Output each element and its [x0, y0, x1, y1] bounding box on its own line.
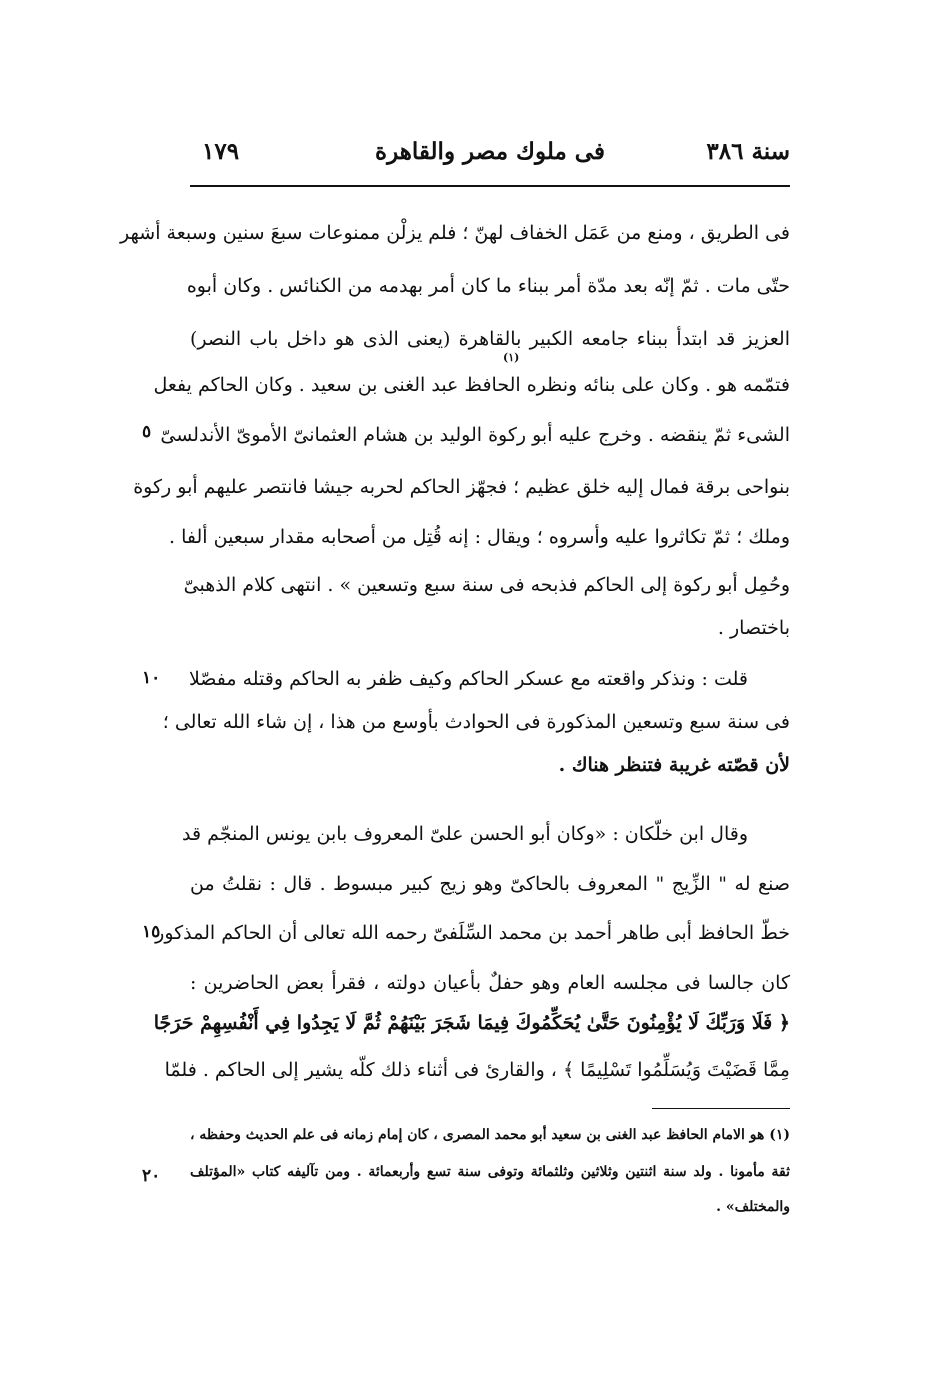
running-header	[190, 138, 790, 182]
footnote-line: ثقة مأمونا . ولد سنة اثنتين وثلاثين وثلثمائة وتوفى سنة تسع وأربعمائة . ومن تآليفه كتاب «المؤتلف	[190, 1164, 790, 1180]
text-line: حتّى مات . ثمّ إنّه بعد مدّة أمر ببناء ما كان أمر بهدمه من الكنائس . وكان أبوه	[186, 275, 790, 297]
text-line: باختصار .	[717, 617, 790, 639]
header-title: فى ملوك مصر والقاهرة	[375, 138, 605, 165]
text-line: فى الطريق ، ومنع من عَمَل الخفاف لهنّ ؛ فلم يزلْن ممنوعات سبعَ سنين وسبعة أشهر	[120, 222, 790, 244]
text-line: خطّ الحافظ أبى طاهر أحمد بن محمد السِّلَفىّ رحمه الله تعالى أن الحاكم المذكور	[155, 922, 790, 944]
footnote-reference: (١)	[503, 351, 520, 364]
margin-line-number: ٢٠	[142, 1166, 161, 1186]
footnote-rule	[652, 1108, 790, 1109]
text-line: وملك ؛ ثمّ تكاثروا عليه وأسروه ؛ ويقال : إنه قُتِل من أصحابه مقدار سبعين ألفا .	[169, 526, 790, 548]
text-line: وحُمِل أبو ركوة إلى الحاكم فذبحه فى سنة سبع وتسعين » . انتهى كلام الذهبىّ	[183, 574, 790, 596]
header-year: سنة ٣٨٦	[706, 138, 790, 165]
text-line: الشىء ثمّ ينقضه . وخرج عليه أبو ركوة الوليد بن هشام العثمانىّ الأموىّ الأندلسىّ	[160, 424, 790, 446]
margin-line-number: ٥	[142, 422, 152, 442]
margin-line-number: ١٠	[142, 668, 161, 688]
header-rule	[190, 185, 790, 187]
text-line: فى سنة سبع وتسعين المذكورة فى الحوادث بأوسع من هذا ، إن شاء الله تعالى ؛	[162, 711, 790, 733]
text-line: وقال ابن خلّكان : «وكان أبو الحسن علىّ المعروف بابن يونس المنجّم قد	[182, 823, 748, 845]
text-line: كان جالسا فى مجلسه العام وهو حفلٌ بأعيان دولته ، فقرأ بعض الحاضرين :	[190, 972, 790, 994]
text-line: لأن قصّته غريبة فتنظر هناك .	[558, 754, 790, 776]
margin-line-number: ١٥	[142, 922, 161, 942]
text-line: قلت : ونذكر واقعته مع عسكر الحاكم وكيف ظفر به الحاكم وقتله مفصّلا	[188, 668, 748, 690]
quran-verse-line: ﴿ فَلَا وَرَبِّكَ لَا يُؤْمِنُونَ حَتَّىٰ يُحَكِّمُوكَ فِيمَا شَجَرَ بَيْنَهُمْ ثُمَّ لَا يَجِدُوا فِي أَنْفُسِهِمْ حَرَجًا	[153, 1012, 790, 1034]
text-line: مِمَّا قَضَيْتَ وَيُسَلِّمُوا تَسْلِيمًا ﴾ ، والقارئ فى أثناء ذلك كلّه يشير إلى الحاكم . فلمّا	[164, 1059, 790, 1081]
text-line: فتمّمه هو . وكان على بنائه ونظره الحافظ عبد الغنى بن سعيد . وكان الحاكم يفعل	[153, 374, 790, 396]
page-number: ١٧٩	[202, 138, 240, 165]
text-line: بنواحى برقة فمال إليه خلق عظيم ؛ فجهّز الحاكم لحربه جيشا فانتصر عليهم أبو ركوة	[133, 476, 790, 498]
text-line: العزيز قد ابتدأ ببناء جامعه الكبير بالقاهرة (يعنى الذى هو داخل باب النصر)	[190, 328, 790, 350]
footnote-line: والمختلف» .	[716, 1199, 790, 1215]
text-line: صنع له " الزِّيج " المعروف بالحاكىّ وهو زيج كبير مبسوط . قال : نقلتُ من	[190, 873, 790, 895]
footnote-line: (١) هو الامام الحافظ عبد الغنى بن سعيد أبو محمد المصرى ، كان إمام زمانه فى علم الحديث وحفظه ،	[190, 1127, 790, 1143]
